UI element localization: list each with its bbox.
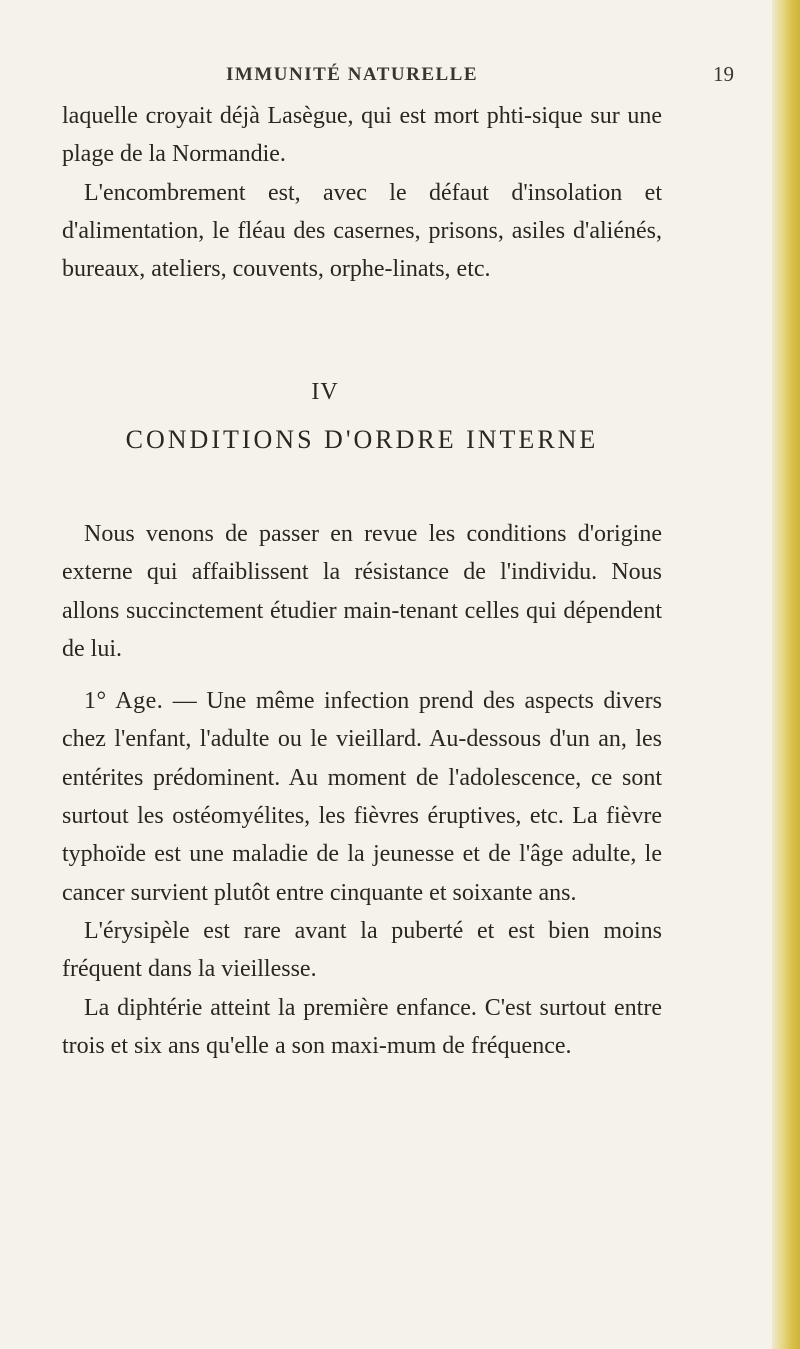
section-number: IV [311,379,339,405]
paragraph-erysipele: L'érysipèle est rare avant la puberté et est bien moins fréquent dans la vieillesse. [62,917,662,983]
page-header [0,64,800,94]
paragraph-encombrement: L'encombrement est, avec le défaut d'insolation et d'alimentation, le fléau des casernes, prisons, asiles d'aliénés, bureaux, ateliers, couvents, orphe-linats, etc. [62,179,662,283]
running-title: IMMUNITÉ NATURELLE [226,64,479,85]
paragraph-diphterie: La diphtérie atteint la première enfance. C'est surtout entre trois et six ans qu'elle a son maxi-mum de fréquence. [62,994,662,1059]
paragraph-intro-internal: Nous venons de passer en revue les conditions d'origine externe qui affaiblissent la résistance de l'individu. Nous allons succinctement étudier main-tenant celles qui dépendent de lui. [62,521,662,662]
age-text: — Une même infection prend des aspects divers chez l'enfant, l'adulte ou le vieillard. Au-dessous d'un an, les entérites prédominent. Au moment de l'adolescence, ce sont surtout les ostéomyélites, les fièvres éruptives, etc. La fièvre typhoïde est une maladie de la jeunesse et de l'âge adulte, le cancer survient plutôt entre cinquante et soixante ans. [62,688,662,906]
age-heading: 1° Age. [84,688,164,715]
section-body [62,515,662,1065]
paragraph-lasegue: laquelle croyait déjà Lasègue, qui est mort phti-sique sur une plage de la Normandie. [62,103,662,168]
paragraph-age [62,682,662,912]
page-edge [772,0,800,1349]
intro-text [62,97,662,288]
page-number: 19 [713,62,734,86]
section-title: CONDITIONS D'ORDRE INTERNE [125,425,599,454]
